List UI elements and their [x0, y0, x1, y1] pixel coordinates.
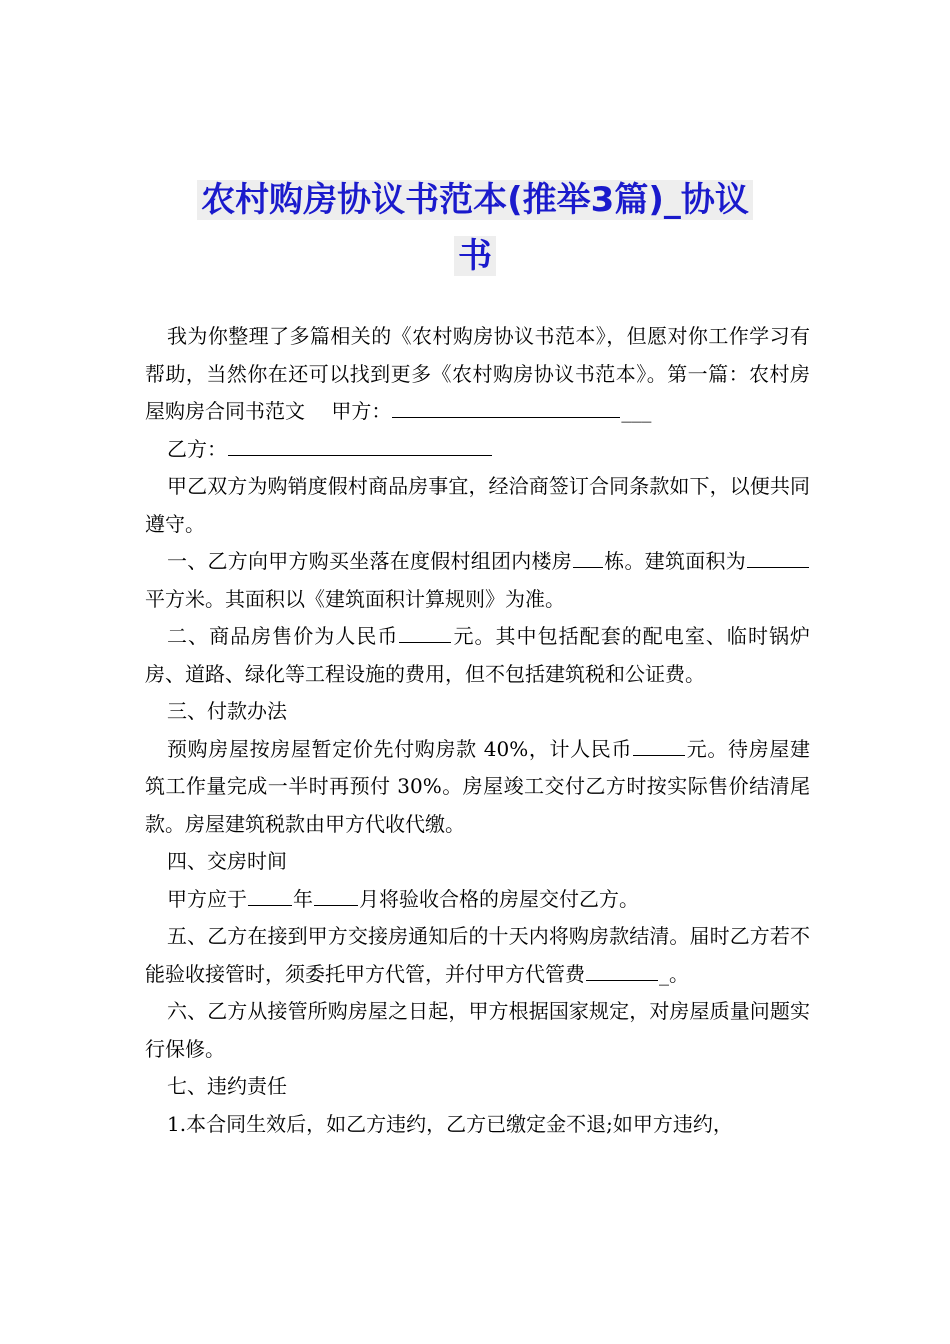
- clause-1-text-b: 栋。建筑面积为: [604, 549, 746, 573]
- month-blank: [314, 881, 358, 906]
- clause-1-text-c: 平方米。其面积以《建筑面积计算规则》为准。: [145, 586, 565, 611]
- preamble-paragraph: 甲乙双方为购销度假村商品房事宜，经洽商签订合同条款如下，以便共同遵守。: [145, 474, 810, 536]
- clause-3-text-a: 预购房屋按房屋暂定价先付购房款 40%，计人民币: [167, 736, 633, 761]
- title-line-2: 书: [454, 236, 496, 276]
- first-article-heading: 第一篇：农村房屋购房合同书范文 甲方：: [145, 361, 810, 423]
- clause-3-body: [145, 731, 810, 844]
- party-b-blank: [228, 431, 492, 456]
- clause-2-text-b: 元。其中包括配套的配电室、临时锅炉房、道路、绿化等工程设施的费用，但不包括建筑税和公证费。: [145, 624, 811, 686]
- year-blank: [248, 881, 292, 906]
- prepayment-blank: [633, 731, 685, 756]
- party-b-line: [145, 431, 810, 469]
- clause-4-heading: 四、交房时间: [167, 849, 287, 873]
- party-a-blank-continued: ___: [621, 399, 652, 423]
- clause-7-heading: 七、违约责任: [167, 1074, 287, 1098]
- clause-4-text-c: 月将验收合格的房屋交付乙方。: [359, 886, 639, 911]
- intro-text: 我为你整理了多篇相关的《农村购房协议书范本》，但愿对你工作学习有帮助，当然你在还可以找到更多《农村购房协议书范本》。: [145, 324, 810, 386]
- clause-2: [145, 618, 810, 693]
- clause-1: [145, 543, 810, 618]
- title-line-1: 农村购房协议书范本(推举3篇)_协议: [197, 180, 753, 220]
- clause-6: 六、乙方从接管所购房屋之日起，甲方根据国家规定，对房屋质量问题实行保修。: [145, 999, 810, 1061]
- clause-5-text-a: 五、乙方在接到甲方交接房通知后的十天内将购房款结清。届时乙方若不能验收接管时，须委托甲方代管，并付甲方代管费: [145, 924, 810, 986]
- area-blank: [747, 543, 809, 568]
- clause-1-text-a: 一、乙方向甲方购买坐落在度假村组团内楼房: [167, 549, 572, 573]
- clause-3-text-b: 元。待房屋建筑工作量完成一半时再预付 30%。房屋竣工交付乙方时按实际售价结清尾款。房屋建筑税款由甲方代收代缴。: [145, 736, 811, 836]
- clause-3-heading: 三、付款办法: [167, 699, 287, 723]
- clause-4-body: [145, 881, 810, 919]
- party-b-label: 乙方：: [167, 436, 227, 461]
- document-title: [140, 172, 810, 284]
- clause-4-text-a: 甲方应于: [167, 886, 247, 911]
- clause-2-text-a: 二、商品房售价为人民币: [167, 624, 399, 648]
- price-blank: [399, 618, 451, 643]
- custody-fee-blank: [586, 956, 658, 981]
- building-number-blank: [573, 543, 603, 568]
- party-a-blank: [392, 393, 620, 418]
- intro-paragraph: [145, 318, 810, 431]
- clause-5: [145, 918, 810, 993]
- clause-4-text-b: 年: [293, 886, 313, 911]
- clause-7-item-1: 1.本合同生效后，如乙方违约，乙方已缴定金不退;如甲方违约，: [167, 1111, 733, 1136]
- clause-5-text-b: _。: [659, 961, 689, 986]
- document-body: [145, 318, 810, 1143]
